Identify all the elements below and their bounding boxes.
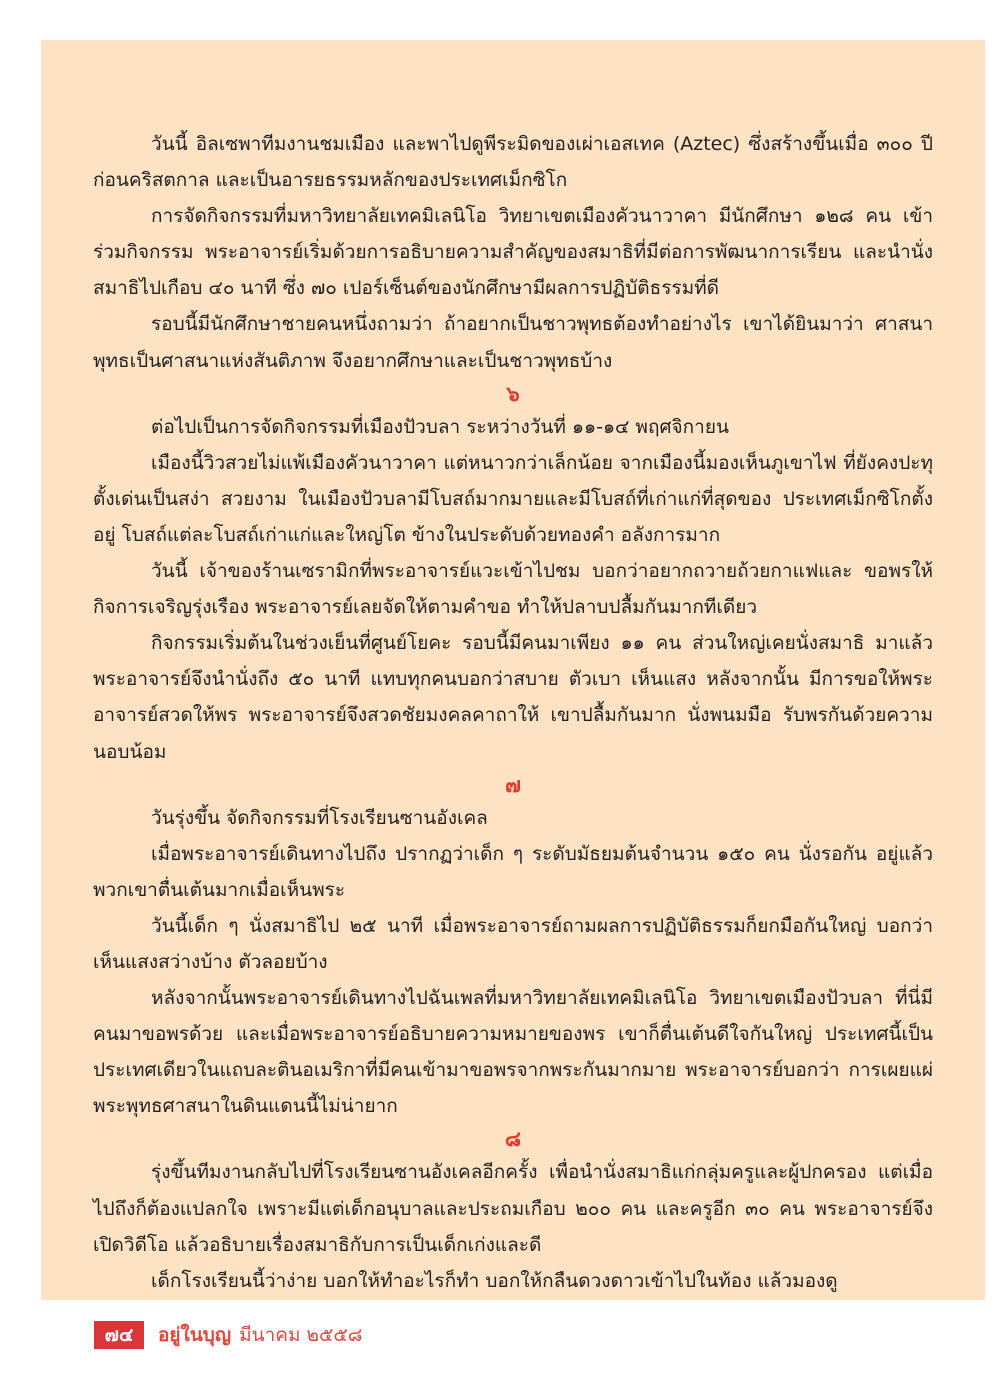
- paragraph: วันนี้ อิลเซพาทีมงานชมเมือง และพาไปดูพีระมิดของเผ่าเอสเทค (Aztec) ซึ่งสร้างขึ้นเมื่อ ๓๐๐ ปีก่อนคริสตกาล และเป็นอารยธรรมหลักของประเทศเม็กซิโก: [93, 133, 933, 192]
- paragraph: วันนี้ เจ้าของร้านเซรามิกที่พระอาจารย์แวะเข้าไปชม บอกว่าอยากถวายถ้วยกาแฟและ ขอพรให้กิจการเจริญรุ่งเรือง พระอาจารย์เลยจัดให้ตามคำขอ ทำให้ปลาบปลื้มกันมากทีเดียว: [93, 560, 933, 619]
- paragraph: เมื่อพระอาจารย์เดินทางไปถึง ปรากฏว่าเด็ก ๆ ระดับมัธยมต้นจำนวน ๑๕๐ คน นั่งรอกัน อยู่แล้ว พวกเขาตื่นเต้นมากเมื่อเห็นพระ: [93, 842, 933, 901]
- paragraph: ต่อไปเป็นการจัดกิจกรรมที่เมืองปัวบลา ระหว่างวันที่ ๑๑-๑๔ พฤศจิกายน: [151, 415, 729, 438]
- paragraph: กิจกรรมเริ่มต้นในช่วงเย็นที่ศูนย์โยคะ รอบนี้มีคนมาเพียง ๑๑ คน ส่วนใหญ่เคยนั่งสมาธิ มาแล้ว พระอาจารย์จึงนำนั่งถึง ๕๐ นาที แทบทุกคนบอกว่าสบาย ตัวเบา เห็นแสง หลังจากนั้น มีการขอให้พระอาจารย์สวดให้พร พระอาจารย์จึงสวดชัยมงคลคาถาให้ เขาปลื้มกันมาก นั่งพนมมือ รับพรกันด้วยความนอบน้อม: [93, 632, 933, 763]
- page-number: ๗๔: [94, 1321, 144, 1349]
- article-panel: [41, 40, 985, 1300]
- section-number: ๗: [505, 771, 521, 797]
- paragraph: การจัดกิจกรรมที่มหาวิทยาลัยเทคมิเลนิโอ วิทยาเขตเมืองคัวนาวาคา มีนักศึกษา ๑๒๘ คน เข้าร่วมกิจกรรม พระอาจารย์เริ่มด้วยการอธิบายความสำคัญของสมาธิที่มีต่อการพัฒนาการเรียน และนำนั่งสมาธิไปเกือบ ๔๐ นาที ซึ่ง ๗๐ เปอร์เซ็นต์ของนักศึกษามีผลการปฏิบัติธรรมที่ดี: [93, 205, 933, 300]
- magazine-title: อยู่ในบุญ: [158, 1324, 232, 1346]
- paragraph: เมืองนี้วิวสวยไม่แพ้เมืองคัวนาวาคา แต่หนาวกว่าเล็กน้อย จากเมืองนี้มองเห็นภูเขาไฟ ที่ยังคงปะทุตั้งเด่นเป็นสง่า สวยงาม ในเมืองปัวบลามีโบสถ์มากมายและมีโบสถ์ที่เก่าแก่ที่สุดของ ประเทศเม็กซิโกตั้งอยู่ โบสถ์แต่ละโบสถ์เก่าแก่และใหญ่โต ข้างในประดับด้วยทองคำ อลังการมาก: [93, 451, 933, 546]
- section-number: ๖: [506, 380, 520, 406]
- paragraph: รอบนี้มีนักศึกษาชายคนหนึ่งถามว่า ถ้าอยากเป็นชาวพุทธต้องทำอย่างไร เขาได้ยินมาว่า ศาสนาพุทธเป็นศาสนาแห่งสันติภาพ จึงอยากศึกษาและเป็นชาวพุทธบ้าง: [93, 313, 933, 372]
- page-footer: [94, 1321, 362, 1349]
- section-number: ๘: [504, 1126, 522, 1152]
- paragraph: วันรุ่งขึ้น จัดกิจกรรมที่โรงเรียนซานอังเคล: [151, 806, 488, 829]
- paragraph: วันนี้เด็ก ๆ นั่งสมาธิไป ๒๕ นาที เมื่อพระอาจารย์ถามผลการปฏิบัติธรรมก็ยกมือกันใหญ่ บอกว่าเห็นแสงสว่างบ้าง ตัวลอยบ้าง: [93, 914, 933, 973]
- paragraph: เด็กโรงเรียนนี้ว่าง่าย บอกให้ทำอะไรก็ทำ บอกให้กลืนดวงดาวเข้าไปในท้อง แล้วมองดู: [151, 1269, 838, 1292]
- paragraph: รุ่งขึ้นทีมงานกลับไปที่โรงเรียนซานอังเคลอีกครั้ง เพื่อนำนั่งสมาธิแก่กลุ่มครูและผู้ปกครอง แต่เมื่อไปถึงก็ต้องแปลกใจ เพราะมีแต่เด็กอนุบาลและประถมเกือบ ๒๐๐ คน และครูอีก ๓๐ คน พระอาจารย์จึงเปิดวิดีโอ แล้วอธิบายเรื่องสมาธิกับการเป็นเด็กเก่งและดี: [93, 1161, 933, 1256]
- issue-date: มีนาคม ๒๕๕๘: [239, 1324, 363, 1346]
- paragraph: หลังจากนั้นพระอาจารย์เดินทางไปฉันเพลที่มหาวิทยาลัยเทคมิเลนิโอ วิทยาเขตเมืองปัวบลา ที่นี่มีคนมาขอพรด้วย และเมื่อพระอาจารย์อธิบายความหมายของพร เขาก็ตื่นเต้นดีใจกันใหญ่ ประเทศนี้เป็นประเทศเดียวในแถบละตินอเมริกาที่มีคนเข้ามาขอพรจากพระกันมากมาย พระอาจารย์บอกว่า การเผยแผ่พระพุทธศาสนาในดินแดนนี้ไม่น่ายาก: [93, 987, 933, 1118]
